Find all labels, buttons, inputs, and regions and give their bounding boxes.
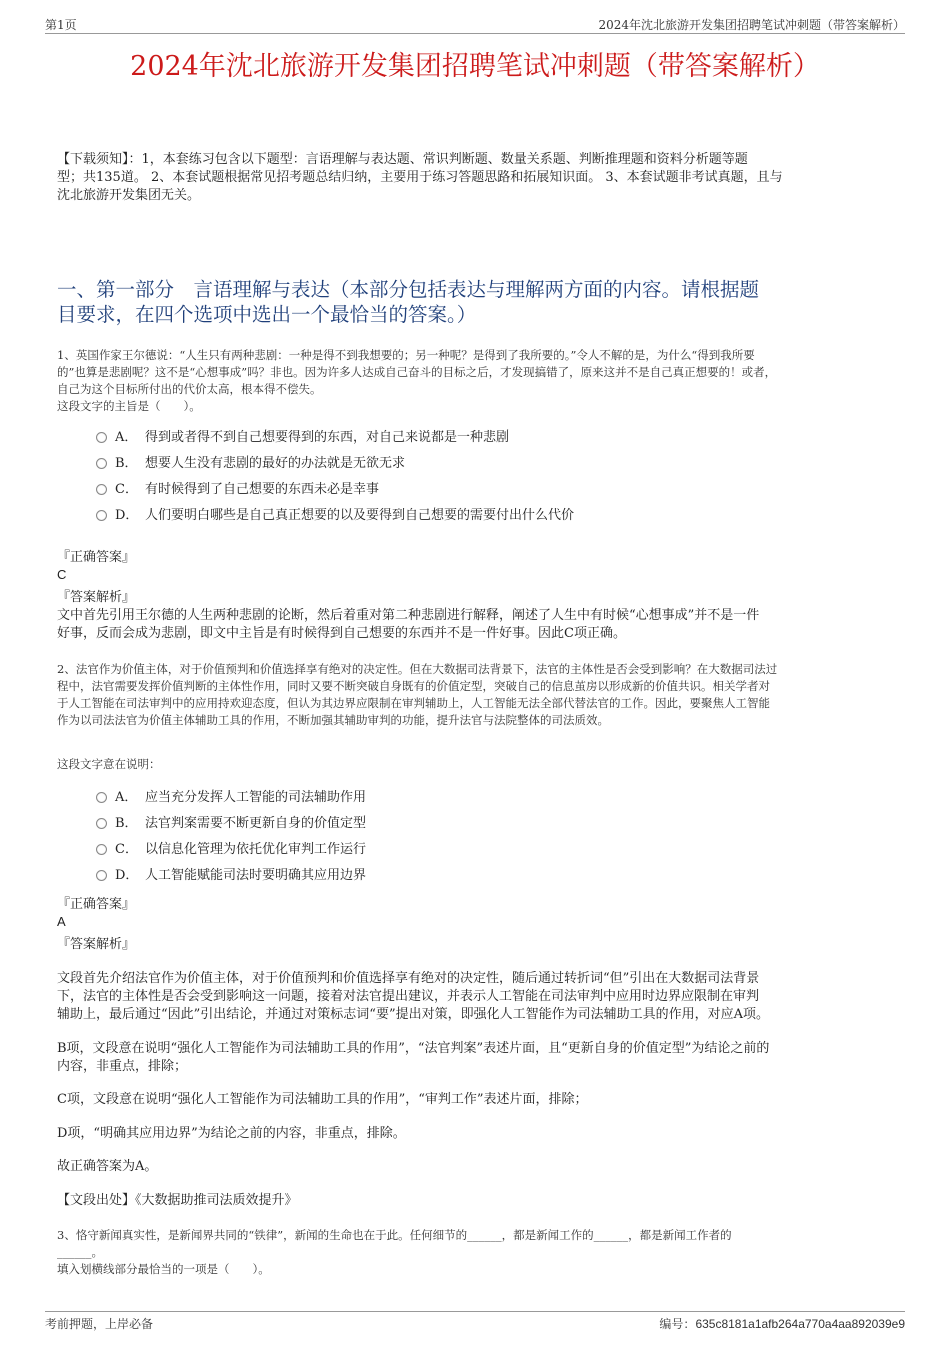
notice-line-1: 【下载须知】：1，本套练习包含以下题型：言语理解与表达题、常识判断题、数量关系题、判断推理题和资料分析题等题 [57, 152, 748, 167]
radio-icon[interactable] [96, 458, 107, 469]
q1-answer-header: 『正确答案』 [57, 550, 136, 565]
q1-option-c[interactable] [96, 480, 379, 500]
q2-answer-header: 『正确答案』 [57, 897, 136, 912]
page-title: 2024年沈北旅游开发集团招聘笔试冲刺题（带答案解析） [130, 51, 820, 82]
option-text: 以信息化管理为依托优化审判工作运行 [145, 842, 367, 857]
q1-option-d[interactable] [96, 506, 574, 526]
question-3-stem-line: 3、恪守新闻真实性，是新闻界共同的“铁律”，新闻的生命也在于此。任何细节的______，都是新闻工作的______，都是新闻工作者的 [57, 1228, 732, 1242]
analysis-line: 好事，反而会成为悲剧，即文中主旨是有时候得到自己想要的东西并不是一件好事。因此C项正确。 [57, 626, 626, 641]
question-2-stem [57, 661, 917, 729]
q2-option-c-analysis: C项，文段意在说明“强化人工智能作为司法辅助工具的作用”，“审判工作”表述片面，排除； [57, 1092, 588, 1107]
q2-option-d-analysis: D项，“明确其应用边界”为结论之前的内容，非重点，排除。 [57, 1126, 406, 1141]
analysis-line: 文中首先引用王尔德的人生两种悲剧的论断，然后着重对第二种悲剧进行解释，阐述了人生中有时候“心想事成”并不是一件 [57, 608, 760, 623]
q2-source: 【文段出处】《大数据助推司法质效提升》 [57, 1193, 298, 1208]
radio-icon[interactable] [96, 432, 107, 443]
question-1-prompt: 这段文字的主旨是（ ）。 [57, 399, 201, 413]
analysis-line: 辅助上，最后通过“因此”引出结论，并通过对策标志词“要”提出对策，即强化人工智能作为司法辅助工具的作用，对应A项。 [57, 1007, 769, 1022]
question-1-stem-line: 的”也算是悲剧呢？这不是“心想事成”吗？非也。因为许多人达成自己奋斗的目标之后，才发现搞错了，原来这并不是自己真正想要的！或者， [57, 365, 777, 379]
option-text: 应当充分发挥人工智能的司法辅助作用 [145, 790, 367, 805]
notice-line-2: 型；共135道。 2、本套试题根据常见招考题总结归纳，主要用于练习答题思路和拓展知识面。 3、本套试题非考试真题，且与 [57, 170, 783, 185]
q1-analysis-header: 『答案解析』 [57, 590, 136, 605]
section-heading-line-1: 一、第一部分 言语理解与表达（本部分包括表达与理解两方面的内容。请根据题 [57, 278, 760, 301]
analysis-line: 内容，非重点，排除； [57, 1059, 188, 1074]
footer-code-label: 编号： [659, 1317, 696, 1331]
option-text: 得到或者得不到自己想要得到的东西，对自己来说都是一种悲剧 [145, 430, 510, 445]
question-1-stem [57, 347, 917, 415]
analysis-line: B项，文段意在说明“强化人工智能作为司法辅助工具的作用”，“法官判案”表述片面，且“更新自身的价值定型”为结论之前的 [57, 1041, 770, 1056]
footer-divider [45, 1311, 905, 1312]
option-text: 人们要明白哪些是自己真正想要的以及要得到自己想要的需要付出什么代价 [145, 508, 575, 523]
q2-option-d[interactable] [96, 866, 366, 886]
q2-analysis-header: 『答案解析』 [57, 937, 136, 952]
question-2-stem-line: 2、法官作为价值主体，对于价值预判和价值选择享有绝对的决定性。但在大数据司法背景下，法官的主体性是否会受到影响？在大数据司法过 [57, 662, 778, 676]
q1-option-b[interactable] [96, 454, 405, 474]
q2-conclusion: 故正确答案为A。 [57, 1159, 158, 1174]
option-label: D． [115, 508, 139, 523]
option-text: 有时候得到了自己想要的东西未必是幸事 [145, 482, 380, 497]
download-notice [57, 151, 917, 205]
option-label: A． [115, 790, 138, 805]
question-2-stem-line: 作为以司法法官为价值主体辅助工具的作用，不断加强其辅助审判的功能，提升法官与法院整体的司法质效。 [57, 713, 609, 727]
analysis-line: 下，法官的主体性是否会受到影响这一问题，接着对法官提出建议，并表示人工智能在司法审判中应用时边界应限制在审判 [57, 989, 760, 1004]
radio-icon[interactable] [96, 510, 107, 521]
option-label: B． [115, 456, 138, 471]
footer-slogan: 考前押题，上岸必备 [45, 1317, 154, 1331]
q2-option-a[interactable] [96, 788, 366, 808]
option-text: 法官判案需要不断更新自身的价值定型 [145, 816, 367, 831]
option-label: B． [115, 816, 138, 831]
q2-answer: A [57, 914, 66, 929]
radio-icon[interactable] [96, 844, 107, 855]
header-divider [45, 33, 905, 34]
option-label: C． [115, 482, 138, 497]
question-3-stem [57, 1227, 917, 1278]
radio-icon[interactable] [96, 484, 107, 495]
radio-icon[interactable] [96, 870, 107, 881]
radio-icon[interactable] [96, 818, 107, 829]
option-text: 人工智能赋能司法时要明确其应用边界 [145, 868, 367, 883]
option-label: A． [115, 430, 138, 445]
section-heading-line-2: 目要求，在四个选项中选出一个最恰当的答案。） [57, 303, 477, 326]
section-heading [57, 277, 917, 327]
q2-analysis [57, 970, 917, 1024]
question-1-stem-line: 自己为这个目标所付出的代价太高，根本得不偿失。 [57, 382, 322, 396]
q1-analysis [57, 607, 917, 643]
question-2-stem-line: 程中，法官需要发挥价值判断的主体性作用，同时又要不断突破自身既有的价值定型，突破自己的信息茧房以形成新的价值共识。相关学者对 [57, 679, 770, 693]
q1-answer: C [57, 567, 67, 582]
q2-option-c[interactable] [96, 840, 366, 860]
notice-line-3: 沈北旅游开发集团无关。 [57, 188, 201, 203]
question-3-prompt: 填入划横线部分最恰当的一项是（ ）。 [57, 1262, 270, 1276]
footer-code-value: 635c8181a1afb264a770a4aa892039e9 [695, 1317, 905, 1331]
option-text: 想要人生没有悲剧的最好的办法就是无欲无求 [145, 456, 406, 471]
q2-option-b-analysis [57, 1040, 917, 1076]
question-1-stem-line: 1、英国作家王尔德说：“人生只有两种悲剧：一种是得不到我想要的；另一种呢？是得到了我所要的。”令人不解的是，为什么“得到我所要 [57, 348, 755, 362]
question-3-stem-line: ______。 [57, 1245, 103, 1259]
footer-doc-code [659, 1315, 905, 1332]
radio-icon[interactable] [96, 792, 107, 803]
analysis-line: 文段首先介绍法官作为价值主体，对于价值预判和价值选择享有绝对的决定性，随后通过转折词“但”引出在大数据司法背景 [57, 971, 760, 986]
page-number-label: 第1页 [45, 18, 77, 32]
question-2-stem-line: 于人工智能在司法审判中的应用持欢迎态度，但认为其边界应限制在审判辅助上，人工智能无法全部代替法官的工作。因此，要聚焦人工智能 [57, 696, 770, 710]
q2-option-b[interactable] [96, 814, 366, 834]
question-2-prompt: 这段文字意在说明： [57, 757, 161, 771]
option-label: C． [115, 842, 138, 857]
header-doc-title: 2024年沈北旅游开发集团招聘笔试冲刺题（带答案解析） [598, 18, 905, 32]
option-label: D． [115, 868, 139, 883]
q1-option-a[interactable] [96, 428, 509, 448]
